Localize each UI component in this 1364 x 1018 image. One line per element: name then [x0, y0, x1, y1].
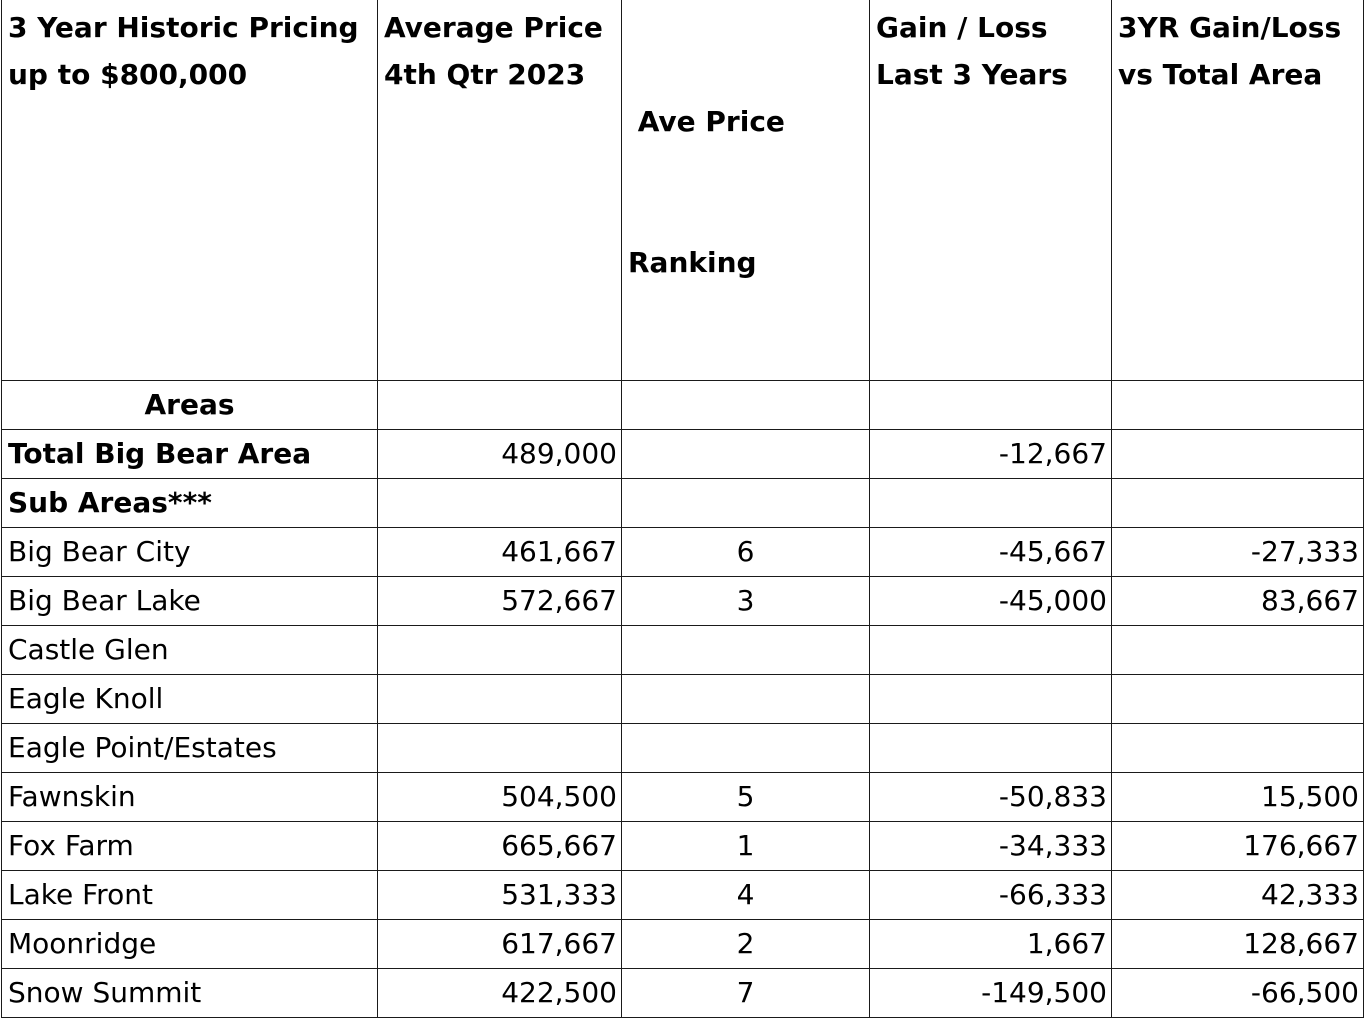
- header-line: Ranking: [628, 246, 757, 279]
- gain-loss-cell: -50,833: [870, 773, 1112, 822]
- total-avg-price: 489,000: [378, 430, 622, 479]
- area-name: Moonridge: [2, 920, 378, 969]
- pricing-table: [1, 0, 1364, 1018]
- rank-cell: 3: [622, 577, 870, 626]
- vs-total-cell: [1112, 724, 1364, 773]
- area-name: Castle Glen: [2, 626, 378, 675]
- gain-loss-cell: -45,000: [870, 577, 1112, 626]
- header-line: Gain / Loss: [876, 11, 1048, 44]
- gain-loss-cell: -45,667: [870, 528, 1112, 577]
- vs-total-cell: 83,667: [1112, 577, 1364, 626]
- vs-total-cell: 15,500: [1112, 773, 1364, 822]
- gain-loss-cell: [870, 675, 1112, 724]
- avg-price-cell: 572,667: [378, 577, 622, 626]
- avg-price-cell: [378, 724, 622, 773]
- rank-cell: [622, 626, 870, 675]
- avg-price-cell: 504,500: [378, 773, 622, 822]
- avg-price-cell: 461,667: [378, 528, 622, 577]
- header-line: Ave Price: [628, 105, 785, 138]
- table-row: [2, 969, 1364, 1018]
- vs-total-cell: 128,667: [1112, 920, 1364, 969]
- empty-cell: [378, 479, 622, 528]
- avg-price-cell: 665,667: [378, 822, 622, 871]
- empty-cell: [870, 381, 1112, 430]
- gain-loss-cell: [870, 724, 1112, 773]
- gain-loss-cell: -66,333: [870, 871, 1112, 920]
- empty-cell: [622, 479, 870, 528]
- header-cell-average-price: [378, 0, 622, 381]
- empty-cell: [622, 381, 870, 430]
- table-row: [2, 920, 1364, 969]
- header-line: vs Total Area: [1118, 58, 1323, 91]
- area-name: Fox Farm: [2, 822, 378, 871]
- rank-cell: 7: [622, 969, 870, 1018]
- avg-price-cell: 617,667: [378, 920, 622, 969]
- total-rank: [622, 430, 870, 479]
- avg-price-cell: [378, 675, 622, 724]
- total-vs-total: [1112, 430, 1364, 479]
- table-row: [2, 528, 1364, 577]
- vs-total-cell: 176,667: [1112, 822, 1364, 871]
- header-line: 3YR Gain/Loss: [1118, 11, 1342, 44]
- area-name: Eagle Knoll: [2, 675, 378, 724]
- rank-cell: 6: [622, 528, 870, 577]
- vs-total-cell: -27,333: [1112, 528, 1364, 577]
- area-name: Eagle Point/Estates: [2, 724, 378, 773]
- rank-cell: 5: [622, 773, 870, 822]
- rank-cell: 1: [622, 822, 870, 871]
- gain-loss-cell: -149,500: [870, 969, 1112, 1018]
- sub-area-rows: [2, 528, 1364, 1018]
- avg-price-cell: 531,333: [378, 871, 622, 920]
- header-cell-title: [2, 0, 378, 381]
- rank-cell: 2: [622, 920, 870, 969]
- header-cell-gain-loss: [870, 0, 1112, 381]
- areas-label-row: [2, 381, 1364, 430]
- rank-cell: [622, 724, 870, 773]
- header-line: 4th Qtr 2023: [384, 58, 586, 91]
- area-name: Snow Summit: [2, 969, 378, 1018]
- header-cell-ranking: [622, 0, 870, 381]
- total-area-name: Total Big Bear Area: [2, 430, 378, 479]
- header-cell-vs-total: [1112, 0, 1364, 381]
- area-name: Big Bear City: [2, 528, 378, 577]
- rank-cell: [622, 675, 870, 724]
- table-row: [2, 773, 1364, 822]
- empty-cell: [1112, 381, 1364, 430]
- vs-total-cell: 42,333: [1112, 871, 1364, 920]
- header-line: Average Price: [384, 11, 603, 44]
- table-row: [2, 675, 1364, 724]
- header-row: [2, 0, 1364, 381]
- table-row: [2, 626, 1364, 675]
- header-line: Last 3 Years: [876, 58, 1068, 91]
- avg-price-cell: [378, 626, 622, 675]
- sub-areas-label: Sub Areas***: [2, 479, 378, 528]
- sub-areas-label-row: [2, 479, 1364, 528]
- gain-loss-cell: [870, 626, 1112, 675]
- table-row: [2, 822, 1364, 871]
- empty-cell: [378, 381, 622, 430]
- total-gain-loss: -12,667: [870, 430, 1112, 479]
- header-line: up to $800,000: [8, 58, 248, 91]
- gain-loss-cell: 1,667: [870, 920, 1112, 969]
- table-row: [2, 871, 1364, 920]
- vs-total-cell: [1112, 675, 1364, 724]
- rank-cell: 4: [622, 871, 870, 920]
- areas-label: Areas: [2, 381, 378, 430]
- table-row: [2, 577, 1364, 626]
- avg-price-cell: 422,500: [378, 969, 622, 1018]
- empty-cell: [1112, 479, 1364, 528]
- total-row: [2, 430, 1364, 479]
- header-line: 3 Year Historic Pricing: [8, 11, 359, 44]
- empty-cell: [870, 479, 1112, 528]
- area-name: Fawnskin: [2, 773, 378, 822]
- vs-total-cell: -66,500: [1112, 969, 1364, 1018]
- area-name: Big Bear Lake: [2, 577, 378, 626]
- gain-loss-cell: -34,333: [870, 822, 1112, 871]
- area-name: Lake Front: [2, 871, 378, 920]
- vs-total-cell: [1112, 626, 1364, 675]
- table-row: [2, 724, 1364, 773]
